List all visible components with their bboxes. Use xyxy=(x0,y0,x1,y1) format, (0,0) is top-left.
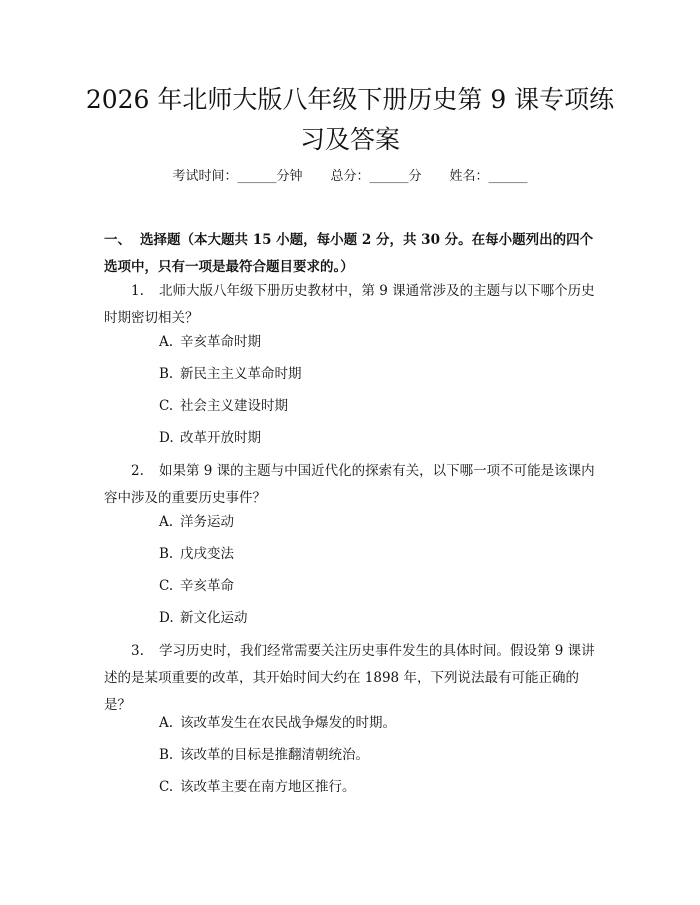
option-1c xyxy=(159,396,288,416)
option-letter: B. xyxy=(159,747,174,763)
option-text: 辛亥革命时期 xyxy=(180,334,261,350)
option-letter: A. xyxy=(159,715,174,731)
section-number: 一、 xyxy=(104,232,131,248)
option-3a xyxy=(159,713,396,733)
question-3 xyxy=(104,638,600,719)
option-1a xyxy=(159,332,261,352)
section-heading xyxy=(104,227,604,281)
option-letter: D. xyxy=(159,610,174,626)
option-text: 新文化运动 xyxy=(180,610,248,626)
option-letter: A. xyxy=(159,514,174,530)
option-text: 新民主主义革命时期 xyxy=(180,366,302,382)
option-letter: C. xyxy=(159,398,174,414)
question-text: 如果第 9 课的主题与中国近代化的探索有关，以下哪一项不可能是该课内容中涉及的重要历史事件？ xyxy=(104,463,595,506)
option-text: 该改革主要在南方地区推行。 xyxy=(180,779,356,795)
question-text: 北师大版八年级下册历史教材中，第 9 课通常涉及的主题与以下哪个历史时期密切相关？ xyxy=(104,283,595,326)
question-number: 2. xyxy=(131,463,144,479)
option-letter: B. xyxy=(159,366,174,382)
option-2a xyxy=(159,512,234,532)
question-1 xyxy=(104,278,600,332)
question-text: 学习历史时，我们经常需要关注历史事件发生的具体时间。假设第 9 课讲述的是某项重要的改革，其开始时间大约在 1898 年，下列说法最有可能正确的是？ xyxy=(104,643,595,713)
question-2 xyxy=(104,458,600,512)
total-score-field: 总分：______分 xyxy=(330,169,422,184)
name-field: 姓名：______ xyxy=(449,169,528,184)
option-letter: C. xyxy=(159,578,174,594)
option-letter: D. xyxy=(159,430,174,446)
option-text: 改革开放时期 xyxy=(180,430,261,446)
option-text: 戊戌变法 xyxy=(180,546,234,562)
option-1d xyxy=(159,428,261,448)
option-3c xyxy=(159,777,356,797)
option-text: 辛亥革命 xyxy=(180,578,234,594)
section-instructions: 选择题（本大题共 15 小题，每小题 2 分，共 30 分。在每小题列出的四个选项中，只有一项是最符合题目要求的。） xyxy=(104,232,594,275)
option-letter: B. xyxy=(159,546,174,562)
exam-info xyxy=(0,167,700,187)
option-text: 社会主义建设时期 xyxy=(180,398,288,414)
option-2c xyxy=(159,576,234,596)
question-number: 3. xyxy=(131,643,144,659)
option-text: 洋务运动 xyxy=(180,514,234,530)
exam-time-field: 考试时间：______分钟 xyxy=(172,169,303,184)
option-1b xyxy=(159,364,302,384)
question-number: 1. xyxy=(131,283,144,299)
option-letter: C. xyxy=(159,779,174,795)
option-3b xyxy=(159,745,369,765)
option-text: 该改革的目标是推翻清朝统治。 xyxy=(180,747,369,763)
option-text: 该改革发生在农民战争爆发的时期。 xyxy=(180,715,396,731)
option-2b xyxy=(159,544,234,564)
document-title: 2026 年北师大版八年级下册历史第 9 课专项练习及答案 xyxy=(85,85,615,154)
option-2d xyxy=(159,608,248,628)
option-letter: A. xyxy=(159,334,174,350)
